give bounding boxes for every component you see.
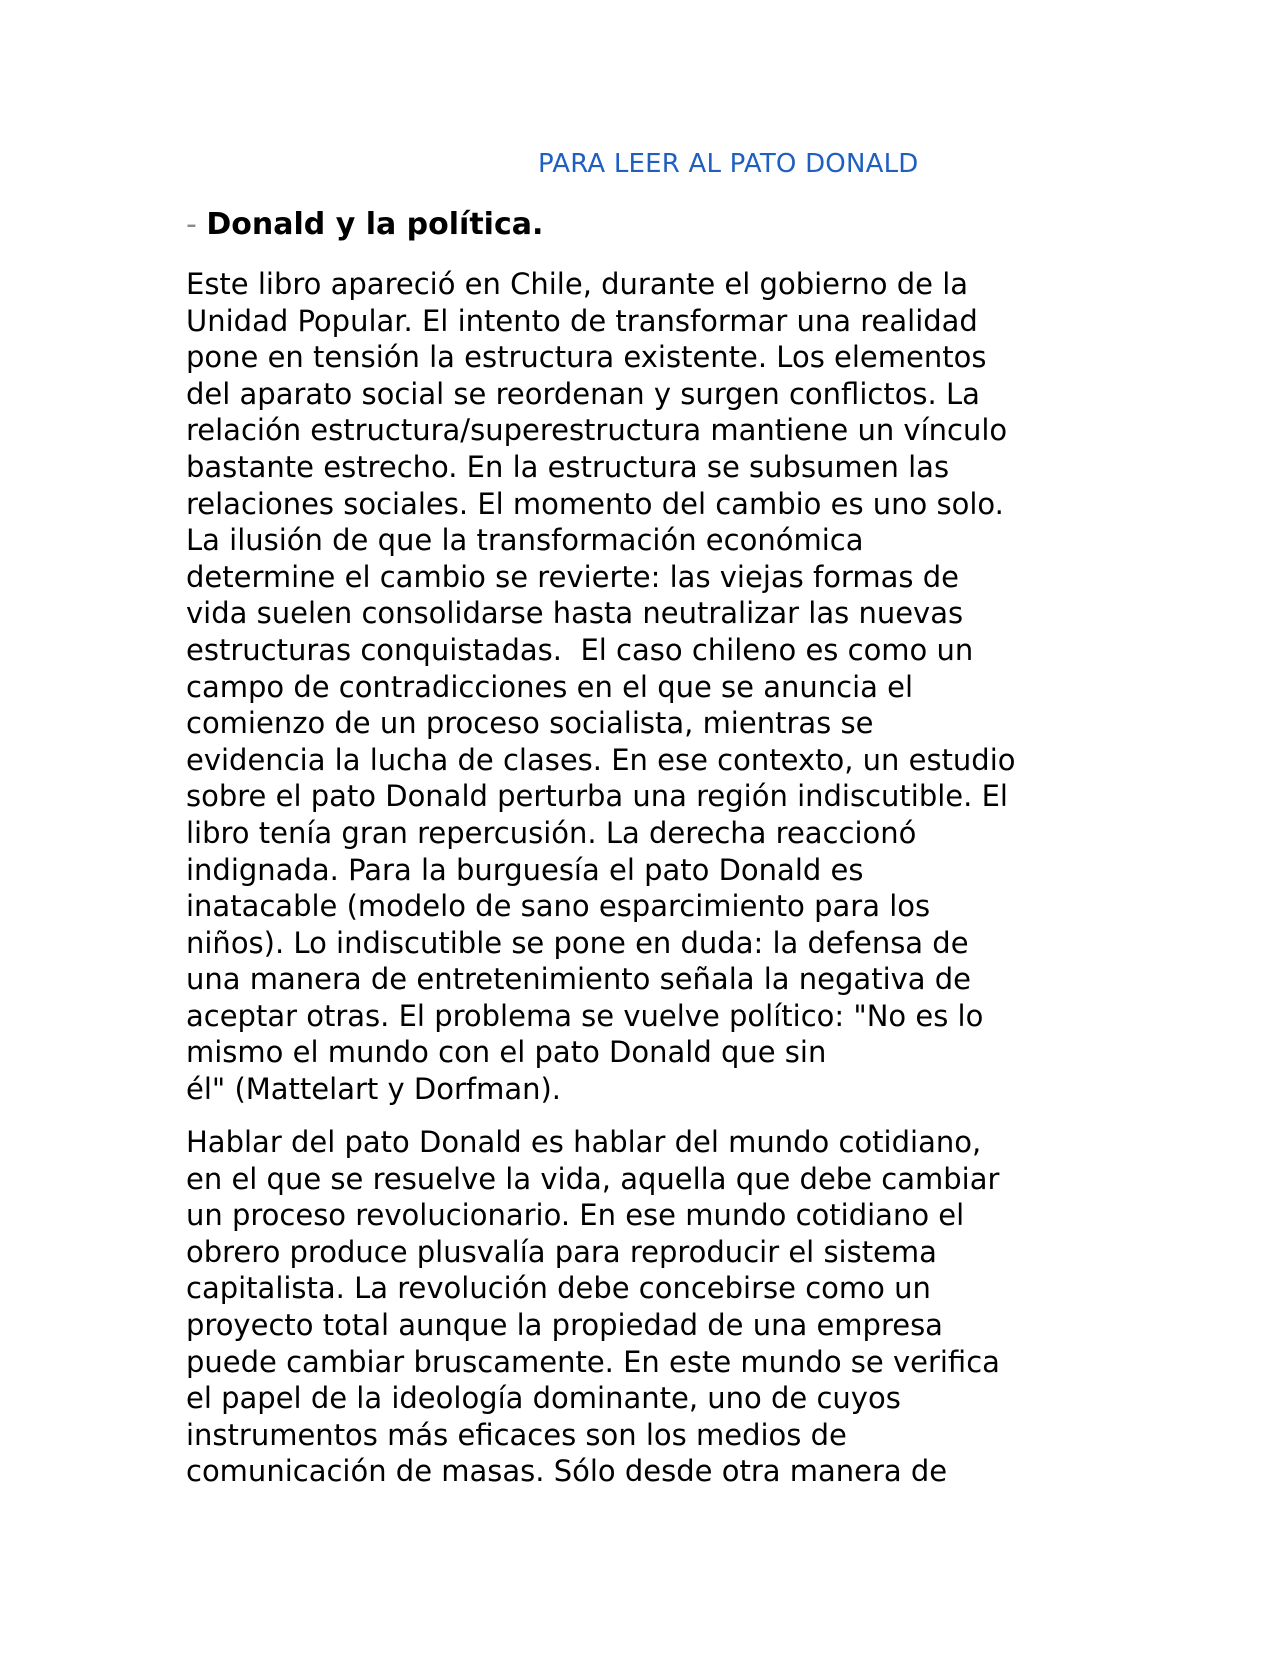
text-line: bastante estrecho. En la estructura se subsumen las <box>186 449 950 484</box>
text-line: estructuras conquistadas. El caso chileno es como un <box>186 632 974 667</box>
text-line: él" (Mattelart y Dorfman). <box>186 1072 562 1107</box>
page-title: PARA LEER AL PATO DONALD <box>538 149 919 179</box>
body-paragraph-1 <box>186 266 1016 1108</box>
text-line: aceptar otras. El problema se vuelve político: "No es lo <box>186 998 984 1033</box>
text-line: un proceso revolucionario. En ese mundo cotidiano el <box>186 1198 965 1233</box>
text-line: el papel de la ideología dominante, uno de cuyos <box>186 1381 901 1416</box>
text-line: mismo el mundo con el pato Donald que sin <box>186 1035 827 1070</box>
text-line: Este libro apareció en Chile, durante el gobierno de la <box>186 267 969 301</box>
text-line: relación estructura/superestructura mantiene un vínculo <box>186 413 1008 448</box>
section-heading <box>186 206 543 244</box>
text-line: vida suelen consolidarse hasta neutralizar las nuevas <box>186 596 964 631</box>
text-line: Hablar del pato Donald es hablar del mundo cotidiano, <box>186 1125 982 1159</box>
text-line: campo de contradicciones en el que se anuncia el <box>186 669 914 704</box>
text-line: libro tenía gran repercusión. La derecha reaccionó <box>186 815 917 850</box>
text-line: indignada. Para la burguesía el pato Donald es <box>186 852 864 887</box>
text-line: sobre el pato Donald perturba una región indiscutible. El <box>186 779 1008 814</box>
text-line: pone en tensión la estructura existente. Los elementos <box>186 340 987 375</box>
text-line: instrumentos más eficaces son los medios de <box>186 1417 847 1452</box>
text-line: comunicación de masas. Sólo desde otra manera de <box>186 1454 948 1489</box>
text-line: en el que se resuelve la vida, aquella que debe cambiar <box>186 1161 1000 1196</box>
text-line: La ilusión de que la transformación económica <box>186 523 864 558</box>
text-line: puede cambiar bruscamente. En este mundo se verifica <box>186 1344 1000 1379</box>
body-paragraph-2 <box>186 1124 1000 1490</box>
text-line: determine el cambio se revierte: las viejas formas de <box>186 559 959 594</box>
heading-text: Donald y la política. <box>206 207 544 242</box>
text-line: capitalista. La revolución debe concebirse como un <box>186 1271 931 1306</box>
text-line: inatacable (modelo de sano esparcimiento para los <box>186 889 931 924</box>
text-line: Unidad Popular. El intento de transformar una realidad <box>186 303 978 338</box>
text-line: proyecto total aunque la propiedad de una empresa <box>186 1307 943 1342</box>
heading-dash: - <box>186 207 197 242</box>
text-line: una manera de entretenimiento señala la negativa de <box>186 962 972 997</box>
text-line: evidencia la lucha de clases. En ese contexto, un estudio <box>186 742 1016 777</box>
text-line: comienzo de un proceso socialista, mientras se <box>186 706 874 741</box>
text-line: niños). Lo indiscutible se pone en duda: la defensa de <box>186 925 969 960</box>
text-line: del aparato social se reordenan y surgen conflictos. La <box>186 376 980 411</box>
text-line: relaciones sociales. El momento del cambio es uno solo. <box>186 486 1004 521</box>
text-line: obrero produce plusvalía para reproducir el sistema <box>186 1234 937 1269</box>
